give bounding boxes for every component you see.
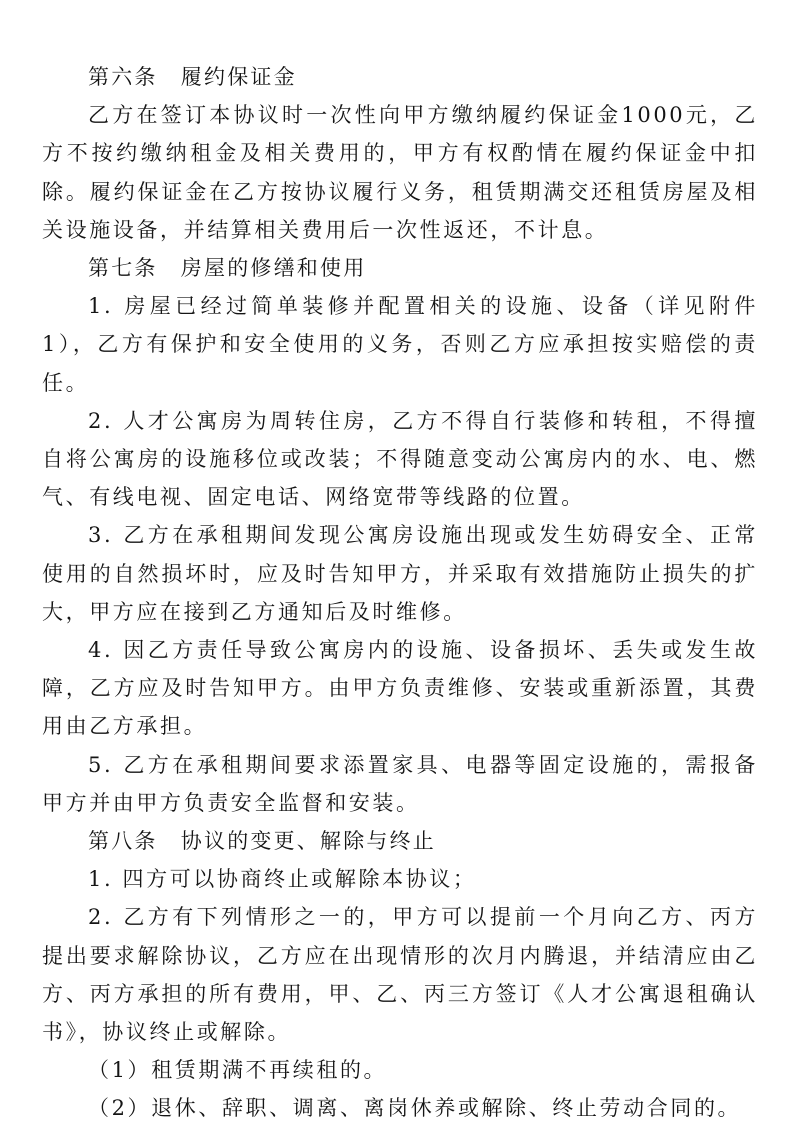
article-6-heading: 第六条 履约保证金 — [88, 65, 297, 89]
article-6-body: 乙方在签订本协议时一次性向甲方缴纳履约保证金1000元，乙方不按约缴纳租金及相关费用的，甲方有权酌情在履约保证金中扣除。履约保证金在乙方按协议履行义务，租赁期满交还租赁房屋及相关设施设备，并结算相关费用后一次性返还，不计息。 — [42, 103, 758, 242]
article-7-item-3: 3. 乙方在承租期间发现公寓房设施出现或发生妨碍安全、正常使用的自然损坏时，应及时告知甲方，并采取有效措施防止损失的扩大，甲方应在接到乙方通知后及时维修。 — [42, 523, 758, 624]
article-8-subitem-2: （2）退休、辞职、调离、离岗休养或解除、终止劳动合同的。 — [88, 1096, 742, 1121]
article-7-item-1: 1. 房屋已经过简单装修并配置相关的设施、设备（详见附件1），乙方有保护和安全使用的义务，否则乙方应承担按实赔偿的责任。 — [42, 294, 758, 395]
article-8-item-2: 2. 乙方有下列情形之一的，甲方可以提前一个月向乙方、丙方提出要求解除协议，乙方应在出现情形的次月内腾退，并结清应由乙方、丙方承担的所有费用，甲、乙、丙三方签订《人才公寓退租确认书》，协议终止或解除。 — [42, 905, 758, 1045]
article-7-item-5: 5. 乙方在承租期间要求添置家具、电器等固定设施的，需报备甲方并由甲方负责安全监督和安装。 — [42, 752, 758, 815]
article-8-subitem-1: （1）租赁期满不再续租的。 — [88, 1058, 388, 1083]
article-7-heading: 第七条 房屋的修缮和使用 — [88, 256, 367, 281]
article-7-item-4: 4. 因乙方责任导致公寓房内的设施、设备损坏、丢失或发生故障，乙方应及时告知甲方。由甲方负责维修、安装或重新添置，其费用由乙方承担。 — [42, 638, 758, 739]
article-8-heading: 第八条 协议的变更、解除与终止 — [88, 829, 436, 854]
article-8-item-1: 1. 四方可以协商终止或解除本协议； — [88, 867, 477, 892]
article-7-item-2: 2. 人才公寓房为周转住房，乙方不得自行装修和转租，不得擅自将公寓房的设施移位或改装；不得随意变动公寓房内的水、电、燃气、有线电视、固定电话、网络宽带等线路的位置。 — [42, 408, 758, 510]
